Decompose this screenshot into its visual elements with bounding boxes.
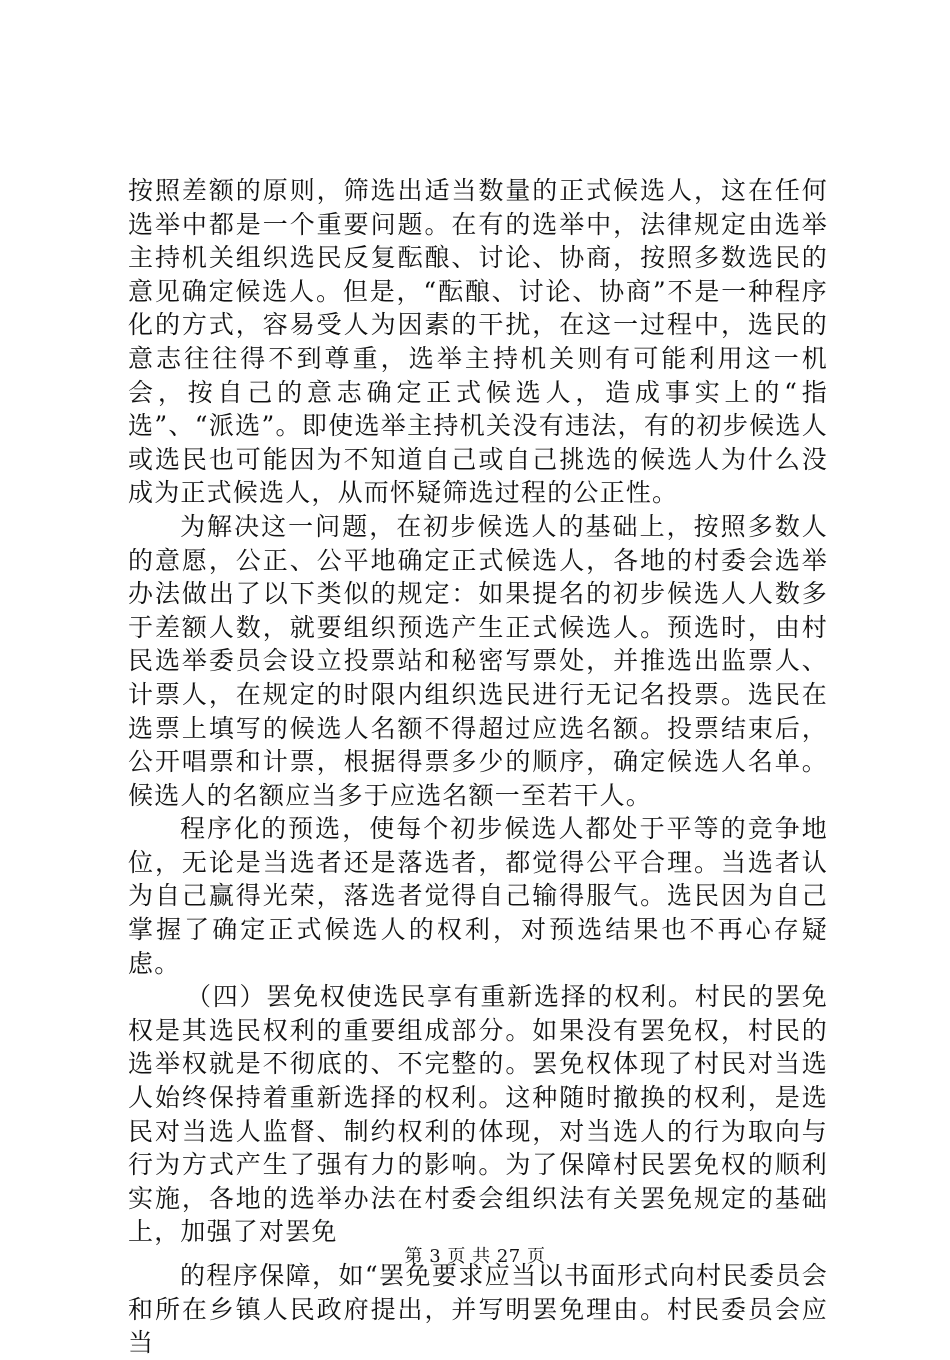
- paragraph-procedural-fairness: 程序化的预选，使每个初步候选人都处于平等的竞争地位，无论是当选者还是落选者，都觉得公平合理。当选者认为自己赢得光荣，落选者觉得自己输得服气。选民因为自己掌握了确定正式候选人的权利，对预选结果也不再心存疑虑。: [128, 814, 828, 978]
- page-number-footer: 第 3 页 共 27 页: [404, 1246, 546, 1267]
- paragraph-recall-procedure: 的程序保障，如“罢免要求应当以书面形式向村民委员会和所在乡镇人民政府提出，并写明罢免理由。村民委员会应当: [128, 1261, 828, 1358]
- paragraph-candidate-screening: 按照差额的原则，筛选出适当数量的正式候选人，这在任何选举中都是一个重要问题。在有的选举中，法律规定由选举主持机关组织选民反复酝酿、讨论、协商，按照多数选民的意见确定候选人。但是，“酝酿、讨论、协商”不是一种程序化的方式，容易受人为因素的干扰，在这一过程中，选民的意志往往得不到尊重，选举主持机关则有可能利用这一机会，按自己的意志确定正式候选人，造成事实上的“指选”、“派选”。即使选举主持机关没有违法，有的初步候选人或选民也可能因为不知道自己或自己挑选的候选人为什么没成为正式候选人，从而怀疑筛选过程的公正性。: [128, 176, 828, 508]
- paragraph-recall-right: （四）罢免权使选民享有重新选择的权利。村民的罢免权是其选民权利的重要组成部分。如果没有罢免权，村民的选举权就是不彻底的、不完整的。罢免权体现了村民对当选人始终保持着重新选择的权利。这种随时撤换的权利，是选民对当选人监督、制约权利的体现，对当选人的行为取向与行为方式产生了强有力的影响。为了保障村民罢免权的顺利实施，各地的选举办法在村委会组织法有关罢免规定的基础上，加强了对罢免: [128, 982, 828, 1247]
- document-body: [128, 174, 828, 1360]
- paragraph-preliminary-election: 为解决这一问题，在初步候选人的基础上，按照多数人的意愿，公正、公平地确定正式候选人，各地的村委会选举办法做出了以下类似的规定：如果提名的初步候选人人数多于差额人数，就要组织预选产生正式候选人。预选时，由村民选举委员会设立投票站和秘密写票处，并推选出监票人、计票人，在规定的时限内组织选民进行无记名投票。选民在选票上填写的候选人名额不得超过应选名额。投票结束后，公开唱票和计票，根据得票多少的顺序，确定候选人名单。候选人的名额应当多于应选名额一至若干人。: [128, 511, 828, 810]
